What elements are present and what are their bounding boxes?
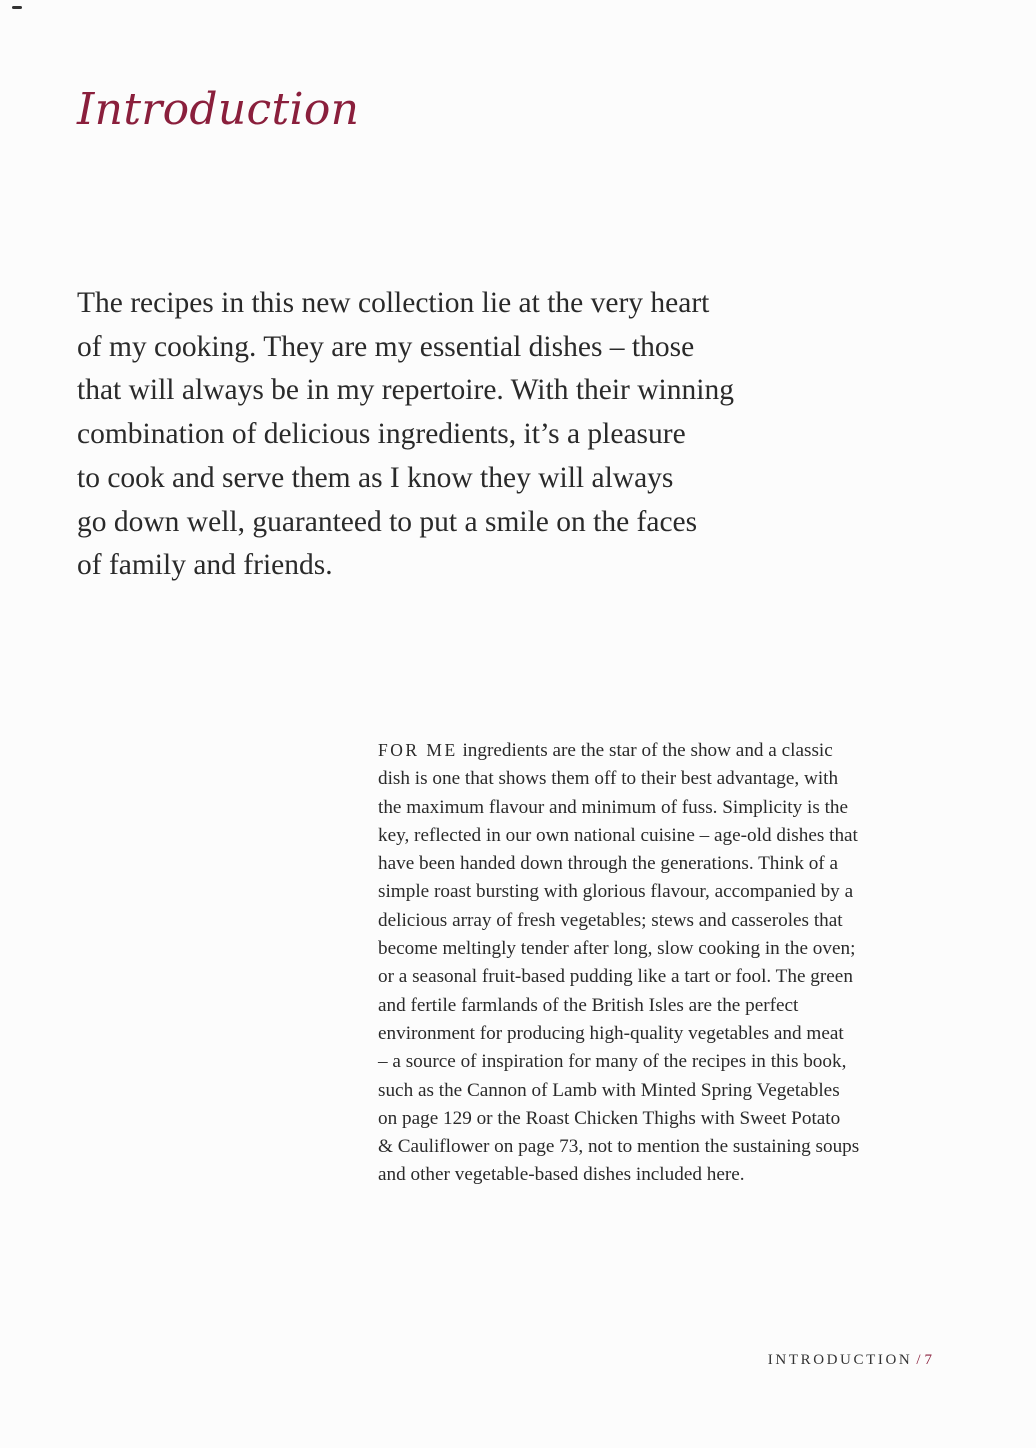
running-head: INTRODUCTION	[767, 1352, 913, 1368]
body-line: and other vegetable-based dishes included here.	[378, 1164, 745, 1186]
lead-line: The recipes in this new collection lie at the very heart	[77, 287, 710, 319]
body-line: key, reflected in our own national cuisine – age-old dishes that	[378, 824, 858, 846]
page-number: 7	[924, 1352, 932, 1368]
ink-speck	[12, 6, 22, 9]
lead-line: go down well, guaranteed to put a smile on the faces	[77, 505, 698, 538]
body-line: or a seasonal fruit-based pudding like a tart or fool. The green	[378, 966, 853, 988]
lead-line: of my cooking. They are my essential dishes – those	[77, 330, 695, 363]
lead-line: of family and friends.	[77, 549, 333, 582]
footer-separator: /	[916, 1352, 921, 1368]
body-line: – a source of inspiration for many of the recipes in this book,	[378, 1051, 847, 1073]
lead-line: to cook and serve them as I know they will always	[77, 461, 674, 494]
chapter-title: Introduction	[77, 84, 360, 135]
opening-small-caps: FOR ME	[378, 740, 458, 760]
body-line: become meltingly tender after long, slow cooking in the oven;	[378, 938, 856, 960]
body-line: on page 129 or the Roast Chicken Thighs with Sweet Potato	[378, 1107, 841, 1129]
body-line-first	[378, 736, 938, 765]
body-line: the maximum flavour and minimum of fuss. Simplicity is the	[378, 796, 849, 818]
page-footer	[768, 1352, 932, 1369]
body-line: such as the Cannon of Lamb with Minted Spring Vegetables	[378, 1079, 840, 1101]
first-line-rest: ingredients are the star of the show and a classic	[457, 740, 833, 761]
body-line: environment for producing high-quality vegetables and meat	[378, 1022, 844, 1044]
body-paragraph	[378, 736, 938, 1190]
body-line: dish is one that shows them off to their best advantage, with	[378, 768, 839, 790]
lead-line: that will always be in my repertoire. With their winning	[77, 374, 734, 407]
lead-line: combination of delicious ingredients, it’s a pleasure	[77, 418, 686, 451]
body-line: delicious array of fresh vegetables; stews and casseroles that	[378, 909, 843, 931]
body-line: have been handed down through the generations. Think of a	[378, 853, 839, 875]
body-line: and fertile farmlands of the British Isles are the perfect	[378, 994, 799, 1016]
body-line: simple roast bursting with glorious flavour, accompanied by a	[378, 881, 854, 903]
lead-paragraph	[77, 282, 777, 588]
body-line: & Cauliflower on page 73, not to mention the sustaining soups	[378, 1136, 860, 1158]
